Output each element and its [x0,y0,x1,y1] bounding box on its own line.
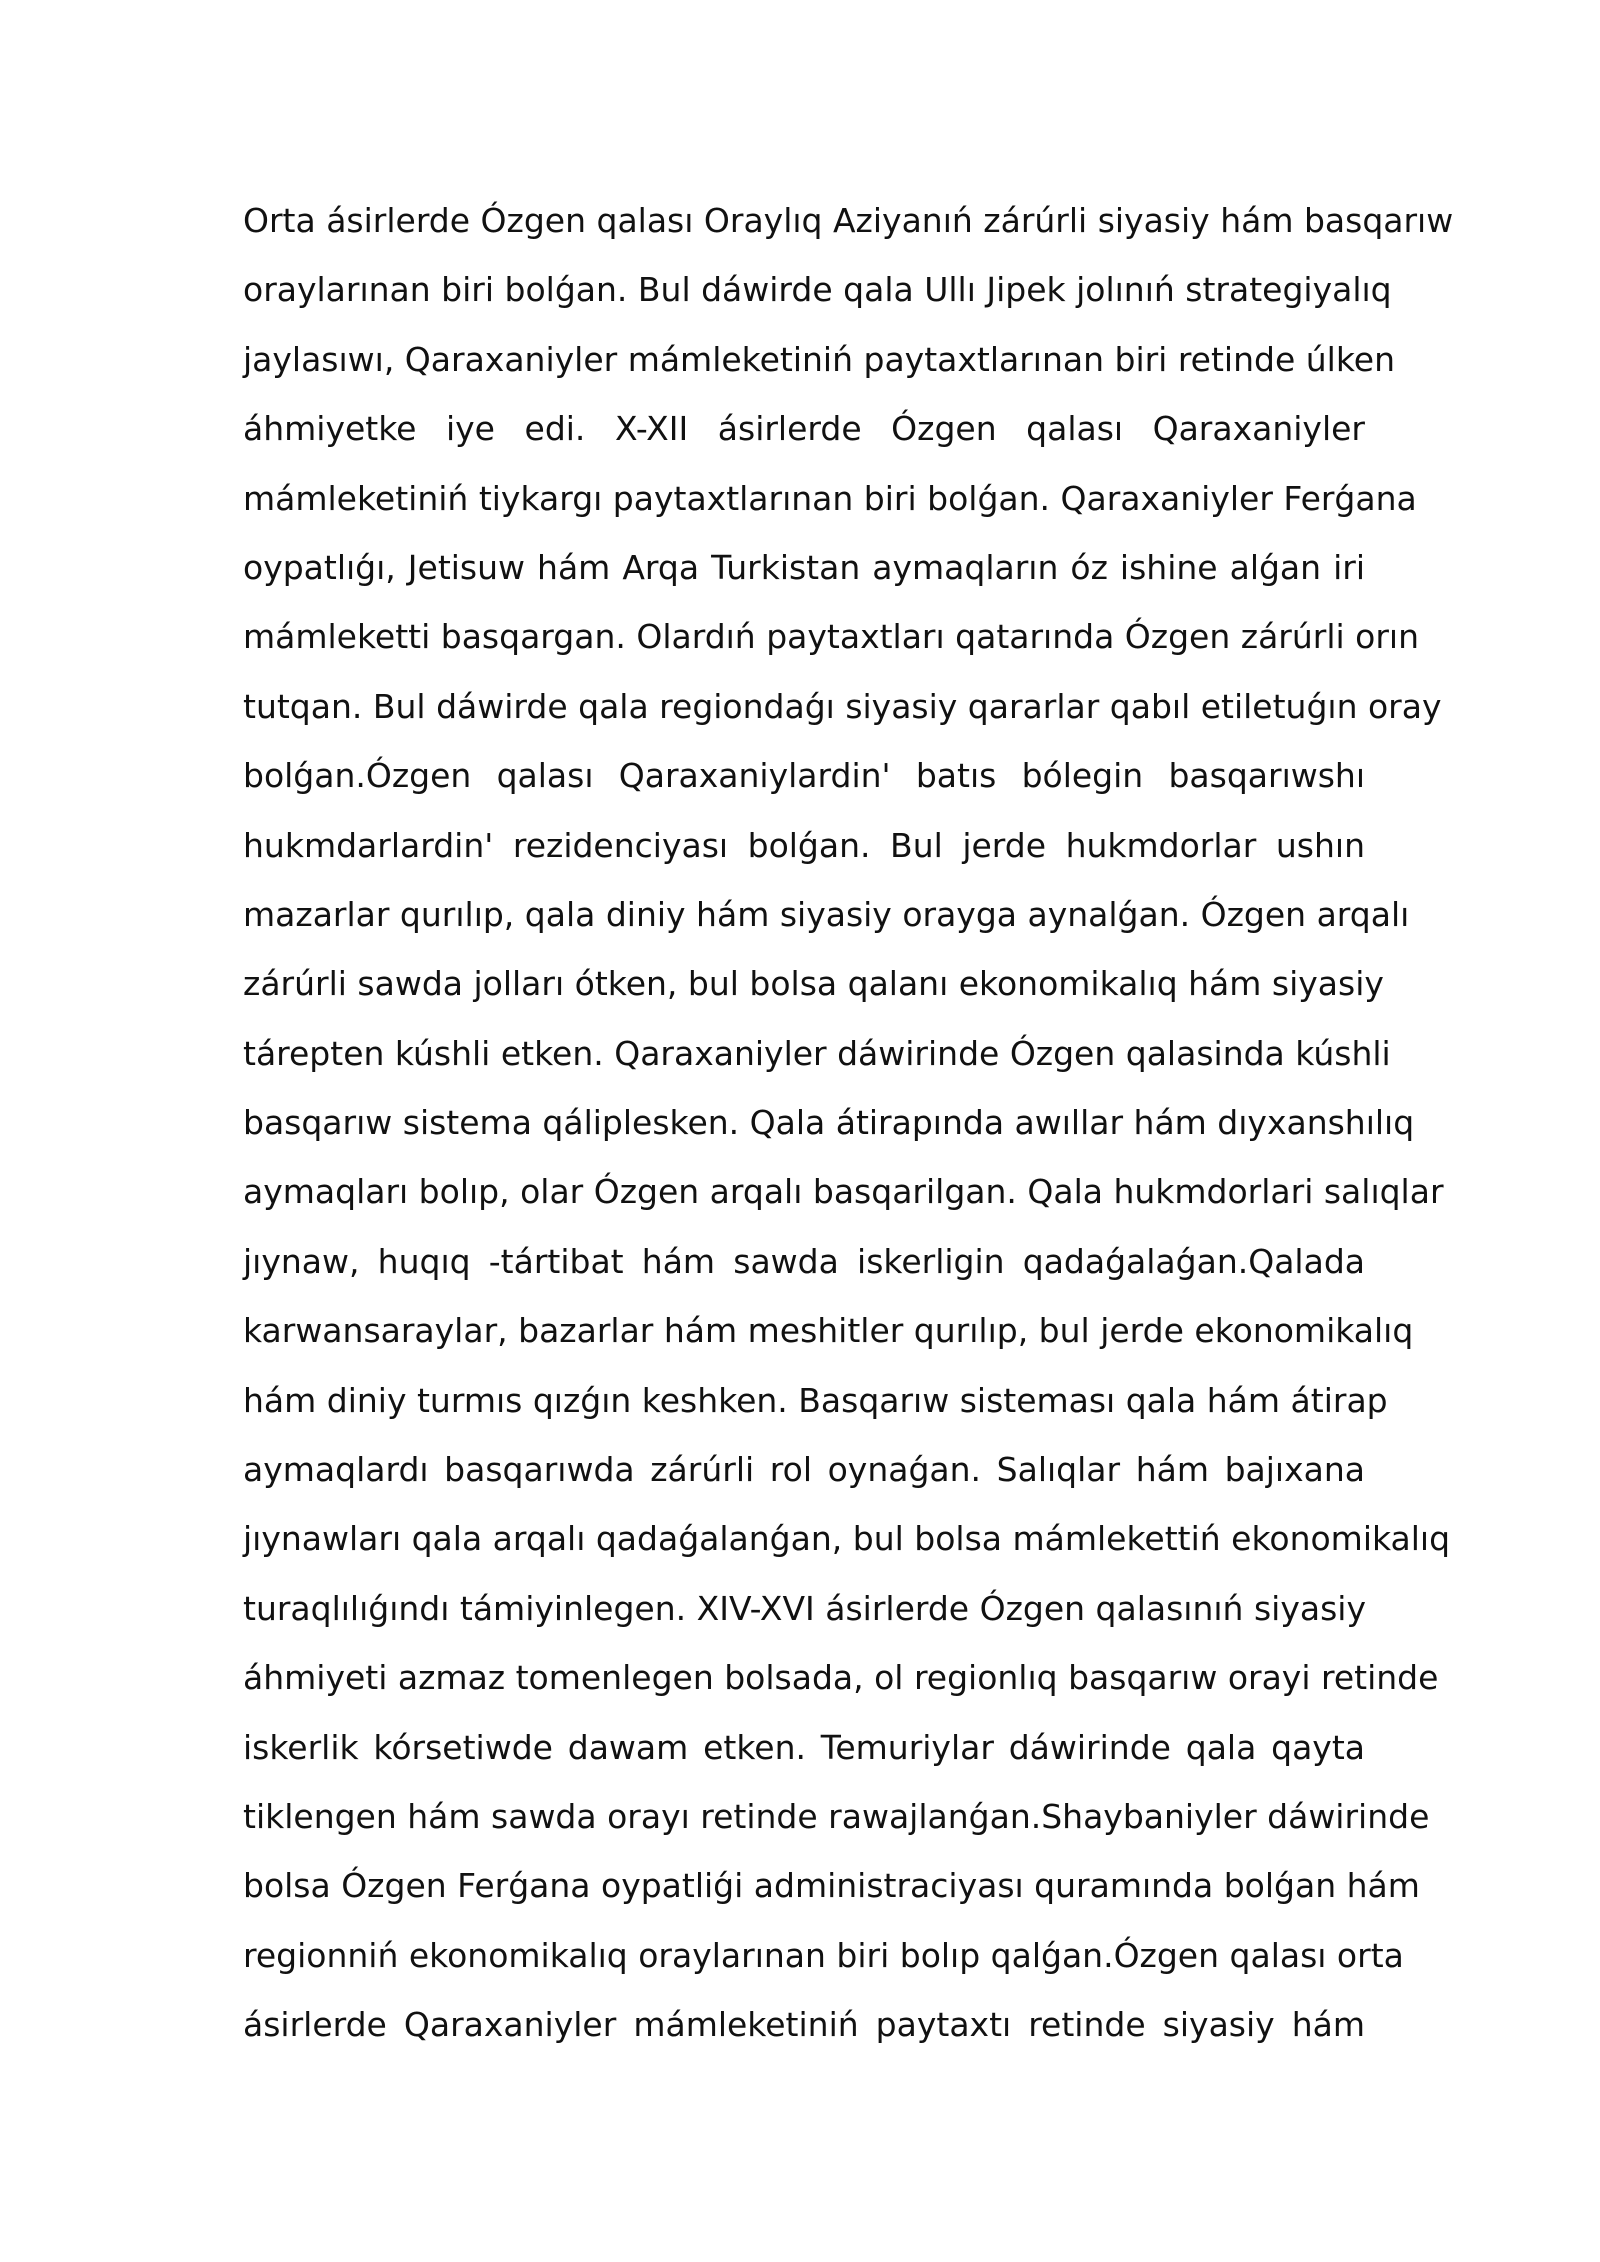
text-line: mámleketiniń tiykargı paytaxtlarınan biri bolǵan. Qaraxaniyler Ferǵana [243,478,1417,518]
text-line: tutqan. Bul dáwirde qala regiondaǵı siyasiy qararlar qabıl etiletuǵın oray [243,686,1442,726]
text-line: oraylarınan biri bolǵan. Bul dáwirde qala Ullı Jipek jolınıń strategiyalıq [243,270,1392,310]
text-line: regionniń ekonomikalıq oraylarınan biri bolıp qalǵan.Ózgen qalası orta [243,1935,1404,1975]
text-line: áhmiyetke iye edi. X-XII ásirlerde Ózgen qalası Qaraxaniyler [243,409,1365,449]
text-line: bolsa Ózgen Ferǵana oypatliǵi administraciyası quramında bolǵan hám [243,1866,1420,1906]
text-line: hám diniy turmıs qızǵın keshken. Basqarıw sisteması qala hám átirap [243,1380,1388,1420]
text-line: aymaqları bolıp, olar Ózgen arqalı basqarilgan. Qala hukmdorlari salıqlar [243,1172,1444,1212]
text-line: turaqlılıǵındı támiyinlegen. XIV-XVI ásirlerde Ózgen qalasınıń siyasiy [243,1588,1366,1628]
text-line: ásirlerde Qaraxaniyler mámleketiniń paytaxtı retinde siyasiy hám [243,2005,1365,2045]
text-line: bolǵan.Ózgen qalası Qaraxaniylardin' batıs bólegin basqarıwshı [243,756,1365,796]
text-line: mazarlar qurılıp, qala diniy hám siyasiy orayga aynalǵan. Ózgen arqalı [243,894,1410,934]
text-line: áhmiyeti azmaz tomenlegen bolsada, ol regionlıq basqarıw orayi retinde [243,1658,1439,1698]
text-line: jaylasıwı, Qaraxaniyler mámleketiniń paytaxtlarınan biri retinde úlken [243,339,1395,379]
body-paragraph [243,186,1454,2060]
text-line: oypatlıǵı, Jetisuw hám Arqa Turkistan aymaqların óz ishine alǵan iri [243,547,1365,587]
text-line: mámleketti basqargan. Olardıń paytaxtları qatarında Ózgen zárúrli orın [243,617,1420,657]
text-line: karwansaraylar, bazarlar hám meshitler qurılıp, bul jerde ekonomikalıq [243,1311,1414,1351]
text-line: aymaqlardı basqarıwda zárúrli rol oynaǵan. Salıqlar hám bajıxana [243,1450,1365,1490]
text-line: zárúrli sawda jolları ótken, bul bolsa qalanı ekonomikalıq hám siyasiy [243,964,1384,1004]
text-line: tárepten kúshli etken. Qaraxaniyler dáwirinde Ózgen qalasinda kúshli [243,1033,1391,1073]
text-line: hukmdarlardin' rezidenciyası bolǵan. Bul jerde hukmdorlar ushın [243,825,1365,865]
text-line: basqarıw sistema qáliplesken. Qala átirapında awıllar hám dıyxanshılıq [243,1103,1415,1143]
text-line: jıynaw, huqıq -tártibat hám sawda iskerligin qadaǵalaǵan.Qalada [243,1241,1365,1281]
text-line: tiklengen hám sawda orayı retinde rawajlanǵan.Shaybaniyler dáwirinde [243,1796,1430,1836]
text-line: iskerlik kórsetiwde dawam etken. Temuriylar dáwirinde qala qayta [243,1727,1365,1767]
text-line: jıynawları qala arqalı qadaǵalanǵan, bul bolsa mámlekettiń ekonomikalıq [243,1519,1451,1559]
text-line: Orta ásirlerde Ózgen qalası Oraylıq Aziyanıń zárúrli siyasiy hám basqarıw [243,201,1454,240]
